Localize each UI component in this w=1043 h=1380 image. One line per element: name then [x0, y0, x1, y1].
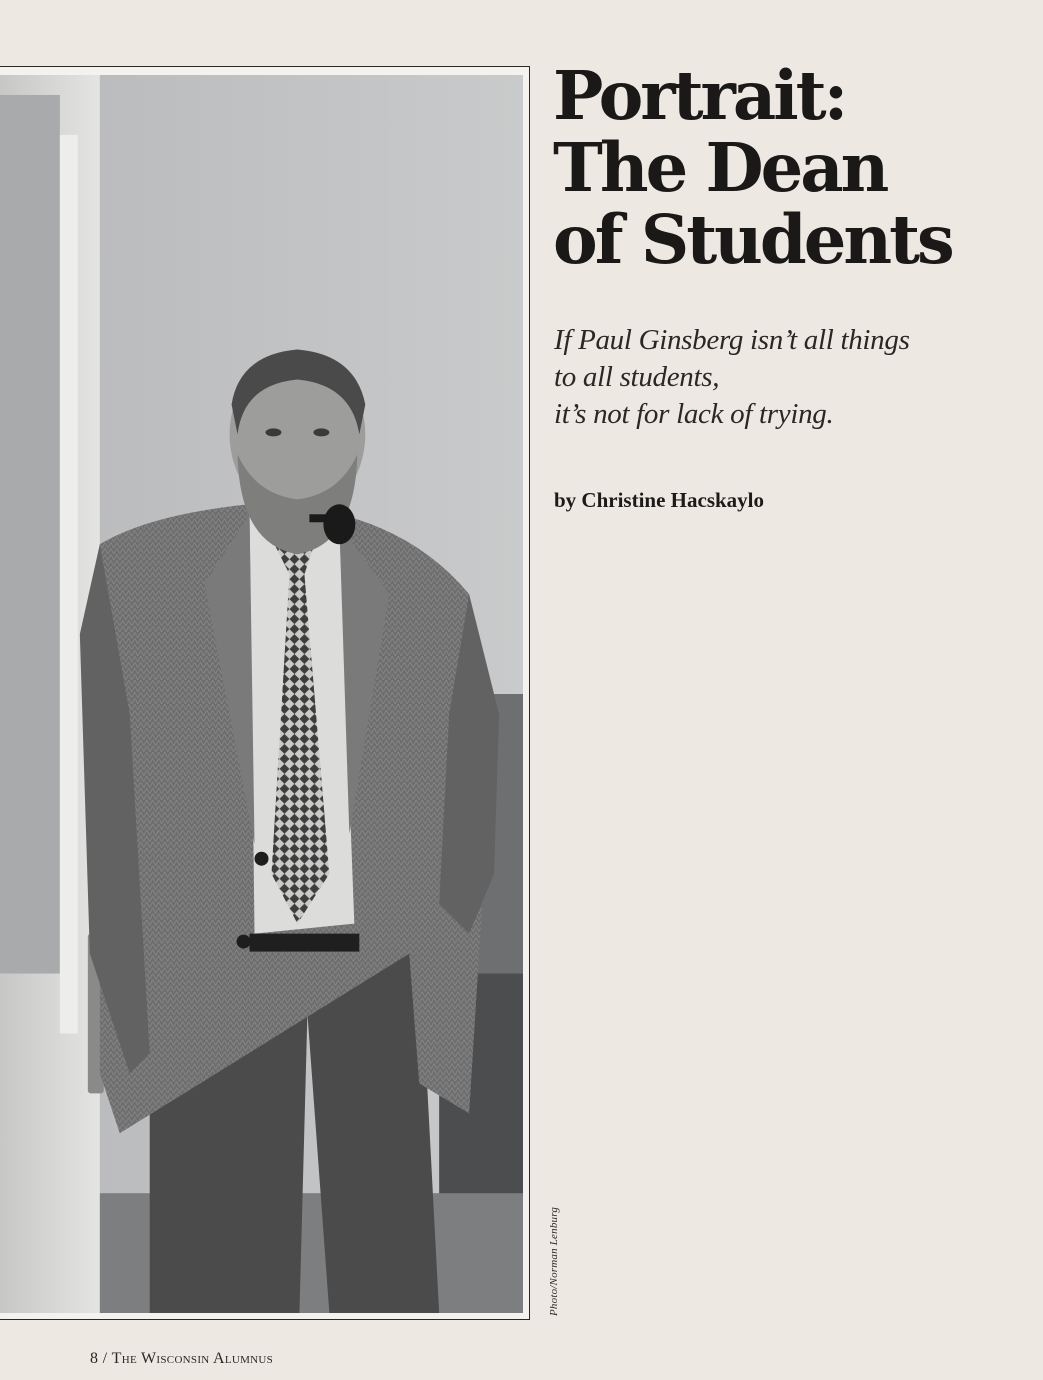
- portrait-photo: [0, 75, 523, 1313]
- photo-frame: [0, 66, 530, 1320]
- deck-line: to all students,: [554, 361, 720, 393]
- page-number: 8: [90, 1350, 99, 1367]
- deck-line: it’s not for lack of trying.: [554, 398, 834, 430]
- photo-credit: Photo/Norman Lenburg: [548, 1206, 560, 1316]
- deck-line: If Paul Ginsberg isn’t all things: [554, 324, 910, 356]
- headline-line: The Dean: [553, 128, 887, 207]
- publication-name: The Wisconsin Alumnus: [111, 1350, 274, 1367]
- headline-line: of Students: [553, 200, 952, 279]
- article-headline: [553, 56, 1033, 279]
- page-folio: [90, 1350, 273, 1368]
- headline-line: Portrait:: [553, 56, 846, 135]
- folio-separator: /: [98, 1350, 112, 1367]
- portrait-illustration: [0, 75, 523, 1313]
- article-deck: [554, 322, 1024, 433]
- article-byline: by Christine Hacskaylo: [554, 488, 765, 512]
